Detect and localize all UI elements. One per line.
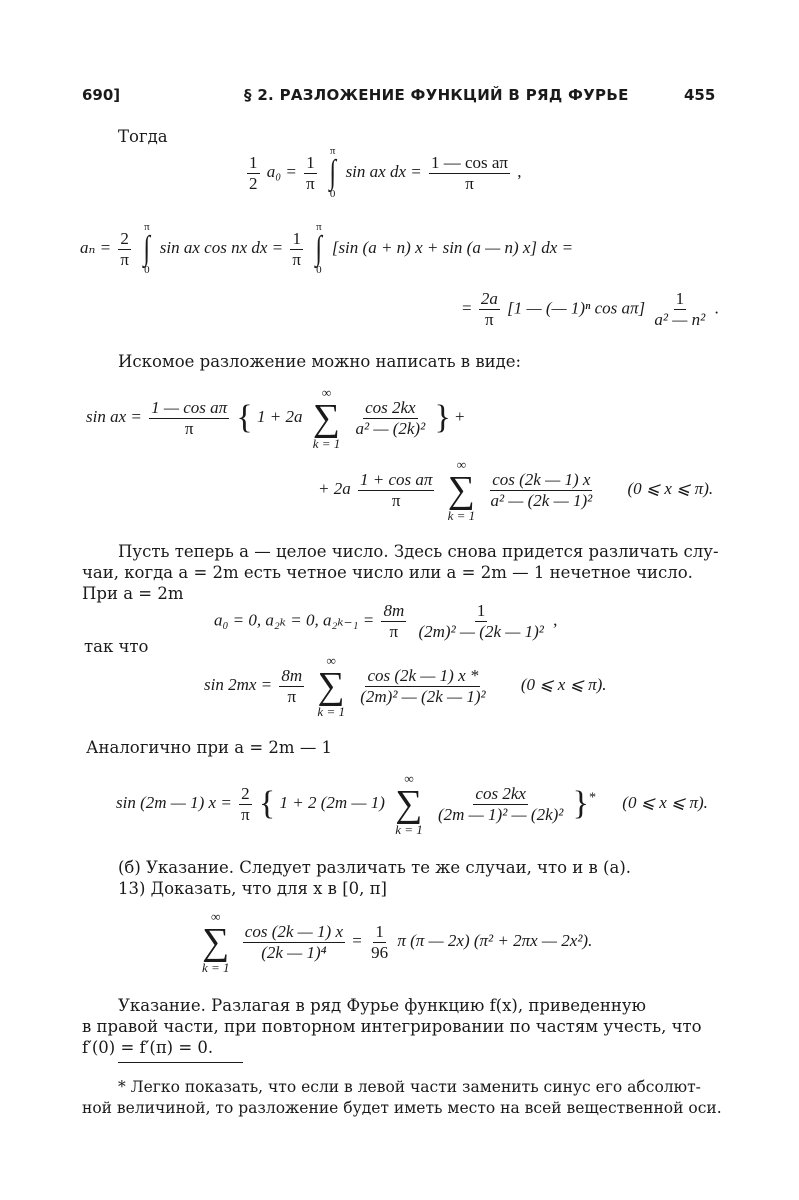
page-number-left: 690] — [82, 86, 121, 104]
equation-coeffs: a₀ = 0, a₂ₖ = 0, a₂ₖ₋₁ = $\frac{8m}{\pi}$ $\frac{1}{\text{(2m)² — (2k — 1)²}}$ , — [214, 601, 558, 641]
fraction: $\frac{\cos (2k — 1) x *}{\text{(2m)² — (2k — 1)²}}$ — [360, 665, 486, 706]
problem-13: 13) Доказать, что для x в [0, π] — [118, 879, 387, 898]
footnote-2: ной величиной, то разложение будет иметь место на всей вещественной оси. — [82, 1099, 722, 1117]
equation-problem-13: ∞ ∑ k = 1 $\frac{\cos (2k — 1) x}{\text{(2k — 1)⁴}}$ = $\frac{1}{96}$ π (π — 2x) (π² + 2πx — 2x²). — [202, 909, 593, 975]
paragraph-pust-2: чаи, когда a = 2m есть четное число или a = 2m — 1 нечетное число. — [82, 563, 693, 582]
fraction: $\frac{1}{\text{a² — n²}}$ — [654, 289, 706, 329]
page-number-right: 455 — [684, 86, 716, 104]
fraction: $\frac{2a}{\pi}$ — [480, 289, 498, 329]
paragraph-analog: Аналогично при a = 2m — 1 — [86, 738, 333, 757]
fraction: $\frac{8m}{\pi}$ — [383, 601, 405, 641]
word-togda: Тогда — [118, 127, 168, 146]
fraction: $\frac{\cos 2kx}{\text{a² — (2k)²}}$ — [355, 397, 426, 438]
fraction: $\frac{1}{\text{(2m)² — (2k — 1)²}}$ — [418, 601, 544, 641]
sigma-sign: ∞ ∑ k = 1 — [312, 385, 341, 451]
integral-sign: π ∫ 0 — [329, 145, 336, 200]
equation-a0: $\frac{1}{2}$ a₀ = $\frac{1}{\pi}$ π ∫ 0 sin ax dx = $\frac{\text{1 — cos aπ}}{\pi}$ , — [249, 145, 522, 200]
equation-sin-2m-1: sin (2m — 1) x = $\frac{2}{\pi}$ { 1 + 2 (2m — 1) ∞ ∑ k = 1 $\frac{\cos 2kx}{\text{(2m — 1)² — (2k)²}}$ }* (0 ⩽ x ⩽ π). — [116, 771, 708, 837]
paragraph-pust-1: Пусть теперь a — целое число. Здесь снова придется различать слу- — [118, 542, 719, 561]
fraction: $\frac{\cos (2k — 1) x}{\text{a² — (2k — 1)²}}$ — [490, 469, 593, 510]
sigma-sign: ∞ ∑ k = 1 — [395, 771, 423, 837]
fraction: $\frac{\cos (2k — 1) x}{\text{(2k — 1)⁴}}$ — [244, 921, 343, 962]
fraction: $\frac{8m}{\pi}$ — [281, 665, 303, 706]
integral-sign: π ∫ 0 — [143, 221, 151, 276]
equation-sin-ax-cont: + 2a $\frac{\text{1 + cos aπ}}{\pi}$ ∞ ∑ k = 1 $\frac{\cos (2k — 1) x}{\text{a² — (2k — 1)²}}$ (0 ⩽ x ⩽ π). — [318, 457, 714, 523]
sigma-sign: ∞ ∑ k = 1 — [202, 909, 230, 975]
integral-sign: π ∫ 0 — [315, 221, 323, 276]
fraction: $\frac{1}{\pi}$ — [292, 228, 301, 269]
fraction: $\frac{\text{1 — cos aπ}}{\pi}$ — [151, 397, 228, 438]
fraction: $\frac{\text{1 — cos aπ}}{\pi}$ — [430, 152, 509, 193]
running-header: § 2. РАЗЛОЖЕНИЕ ФУНКЦИЙ В РЯД ФУРЬЕ — [244, 86, 629, 104]
paragraph-b-ukazanie: (б) Указание. Следует различать те же случаи, что и в (а). — [118, 858, 632, 877]
fraction: $\frac{\text{1 + cos aπ}}{\pi}$ — [359, 469, 433, 510]
word-tak-chto: так что — [84, 637, 149, 656]
sigma-sign: ∞ ∑ k = 1 — [447, 457, 476, 523]
paragraph-ukazanie-2: в правой части, при повторном интегрировании по частям учесть, что — [82, 1017, 702, 1036]
equation-sin-ax: sin ax = $\frac{\text{1 — cos aπ}}{\pi}$ { 1 + 2a ∞ ∑ k = 1 $\frac{\cos 2kx}{\text{a² — (2k)²}}$ } + — [86, 385, 465, 451]
paragraph-pri: При a = 2m — [82, 584, 184, 603]
equation-an: aₙ = $\frac{2}{\pi}$ π ∫ 0 sin ax cos nx dx = $\frac{1}{\pi}$ π ∫ 0 [sin (a + n) x + sin (a — n) x] dx = — [80, 221, 574, 276]
paragraph-ukazanie-1: Указание. Разлагая в ряд Фурье функцию f(x), приведенную — [118, 996, 646, 1015]
fraction: $\frac{1}{96}$ — [371, 921, 389, 962]
equation-an-result: = $\frac{2a}{\pi}$ [1 — (— 1)ⁿ cos aπ] $\frac{1}{\text{a² — n²}}$ . — [462, 289, 719, 329]
fraction: $\frac{2}{\pi}$ — [120, 228, 129, 269]
fraction: $\frac{1}{2}$ — [249, 152, 258, 193]
fraction: $\frac{2}{\pi}$ — [241, 783, 250, 824]
fraction: $\frac{\cos 2kx}{\text{(2m — 1)² — (2k)²}}$ — [437, 783, 564, 824]
equation-sin-2mx: sin 2mx = $\frac{8m}{\pi}$ ∞ ∑ k = 1 $\frac{\cos (2k — 1) x *}{\text{(2m)² — (2k — 1)²}}$ (0 ⩽ x ⩽ π). — [204, 653, 607, 719]
sigma-sign: ∞ ∑ k = 1 — [317, 653, 345, 719]
footnote-rule — [118, 1062, 243, 1063]
fraction: $\frac{1}{\pi}$ — [306, 152, 315, 193]
paragraph-ukazanie-3: f′(0) = f′(π) = 0. — [82, 1038, 214, 1057]
footnote-1: * Легко показать, что если в левой части заменить синус его абсолют- — [118, 1078, 701, 1096]
paragraph-iskomoe: Искомое разложение можно написать в виде: — [118, 352, 522, 371]
